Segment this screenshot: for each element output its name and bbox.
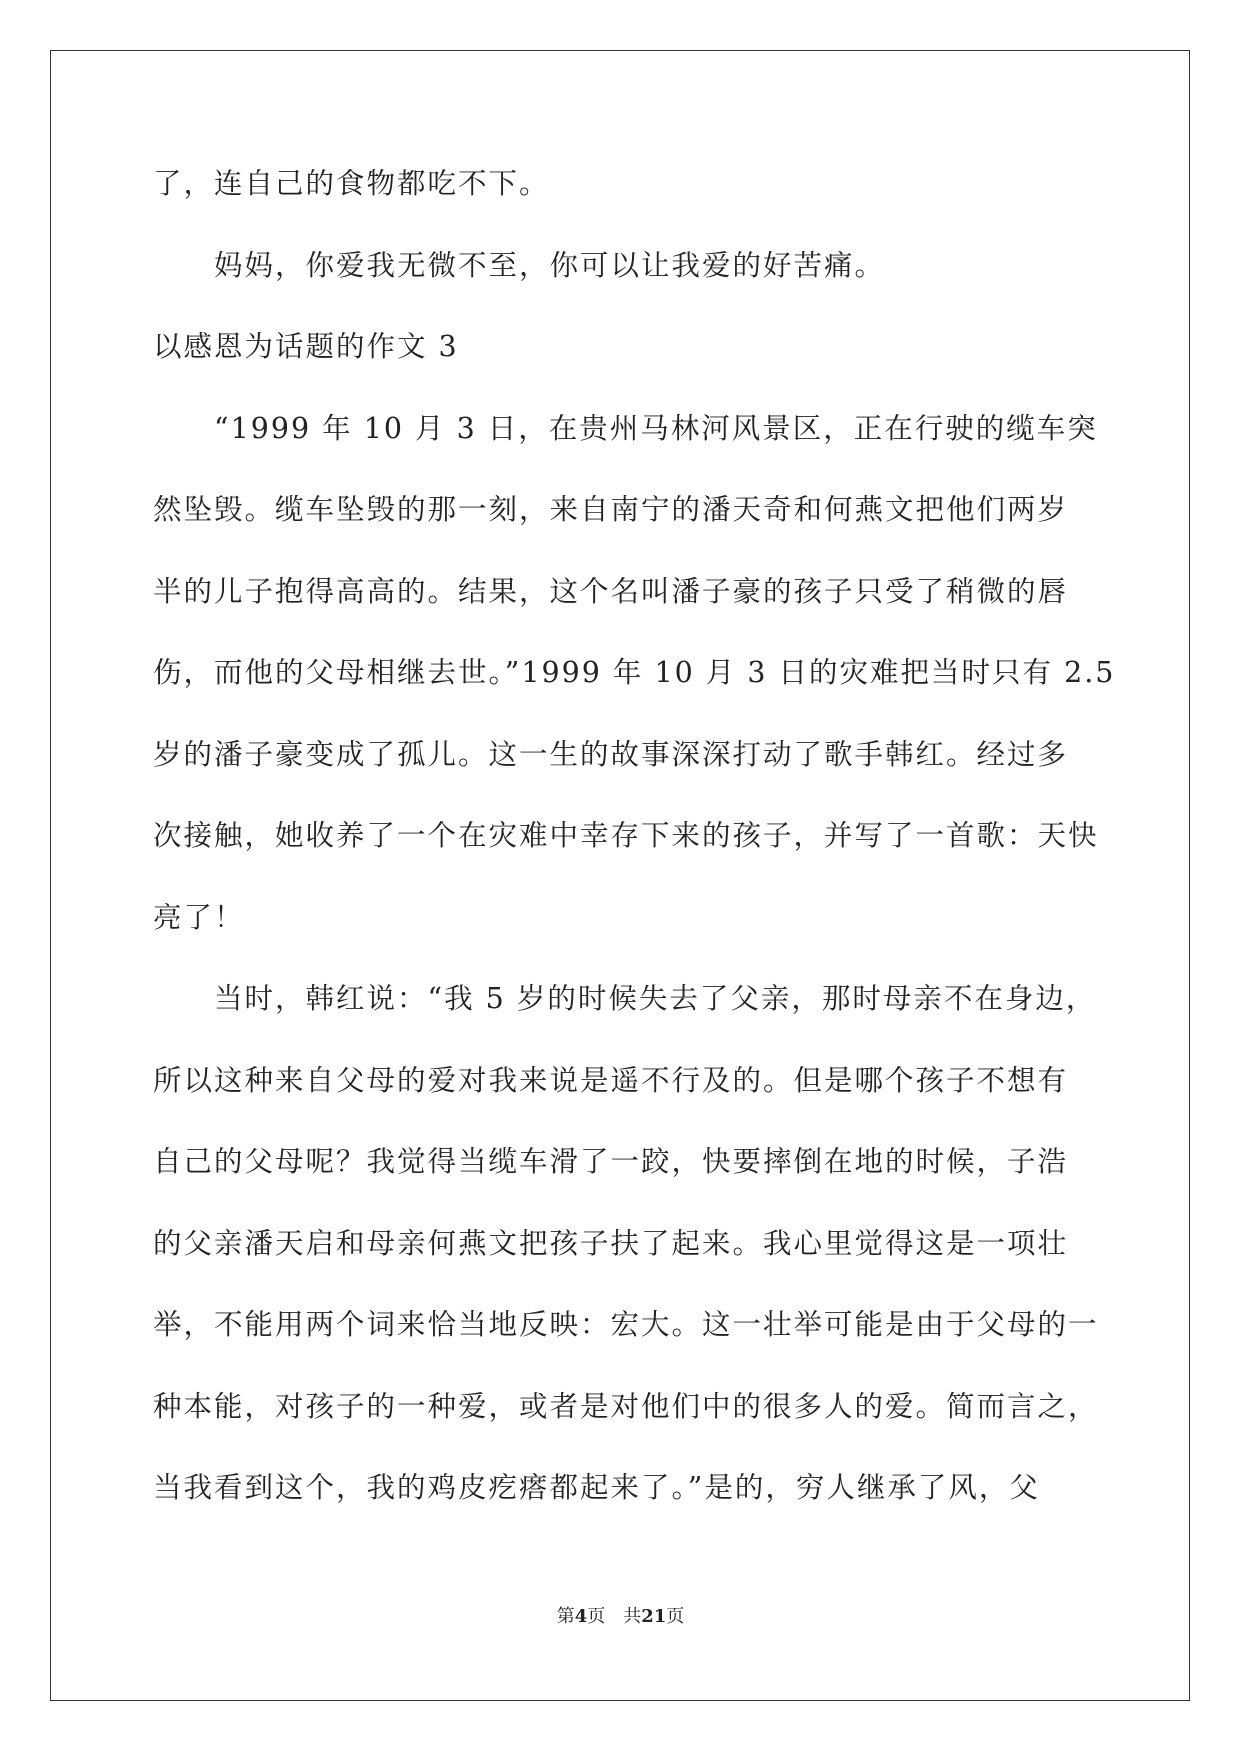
text-line: 种本能，对孩子的一种爱，或者是对他们中的很多人的爱。简而言之， [153,1389,1099,1423]
total-pages-number: 21 [641,1606,667,1627]
text-line: 然坠毁。缆车坠毁的那一刻，来自南宁的潘天奇和何燕文把他们两岁 [153,493,1069,526]
section-heading: 以感恩为话题的作文 3 [153,330,459,363]
text-line: “1999 年 10 月 3 日，在贵州马林河风景区，正在行驶的缆车突 [153,411,1098,445]
text-line: 当我看到这个，我的鸡皮疙瘩都起来了。”是的，穷人继承了风，父 [153,1471,1040,1504]
text-line: 妈妈，你爱我无微不至，你可以让我爱的好苦痛。 [153,248,886,282]
footer-prefix: 第 [556,1606,575,1627]
text-line: 了，连自己的食物都吃不下。 [153,167,550,200]
footer-suffix: 页 [666,1606,685,1627]
footer-middle: 页 共 [587,1606,642,1627]
text-line: 举，不能用两个词来恰当地反映：宏大。这一壮举可能是由于父母的一 [153,1308,1099,1341]
current-page-number: 4 [574,1606,588,1627]
text-line: 半的儿子抱得高高的。结果，这个名叫潘子豪的孩子只受了稍微的唇 [153,574,1069,608]
text-line: 次接触，她收养了一个在灾难中幸存下来的孩子，并写了一首歌：天快 [153,819,1099,852]
text-line: 当时，韩红说：“我 5 岁的时候失去了父亲，那时母亲不在身边， [153,982,1097,1015]
page-footer [0,1605,1241,1629]
text-line: 自己的父母呢？我觉得当缆车滑了一跤，快要摔倒在地的时候，子浩 [153,1145,1069,1178]
text-line: 的父亲潘天启和母亲何燕文把孩子扶了起来。我心里觉得这是一项壮 [153,1226,1069,1260]
text-line: 所以这种来自父母的爱对我来说是遥不行及的。但是哪个孩子不想有 [153,1063,1069,1097]
document-body [153,164,1116,1550]
text-line: 岁的潘子豪变成了孤儿。这一生的故事深深打动了歌手韩红。经过多 [153,737,1069,771]
text-line: 伤，而他的父母相继去世。”1999 年 10 月 3 日的灾难把当时只有 2.5 [153,656,1116,689]
text-line: 亮了！ [153,900,245,934]
